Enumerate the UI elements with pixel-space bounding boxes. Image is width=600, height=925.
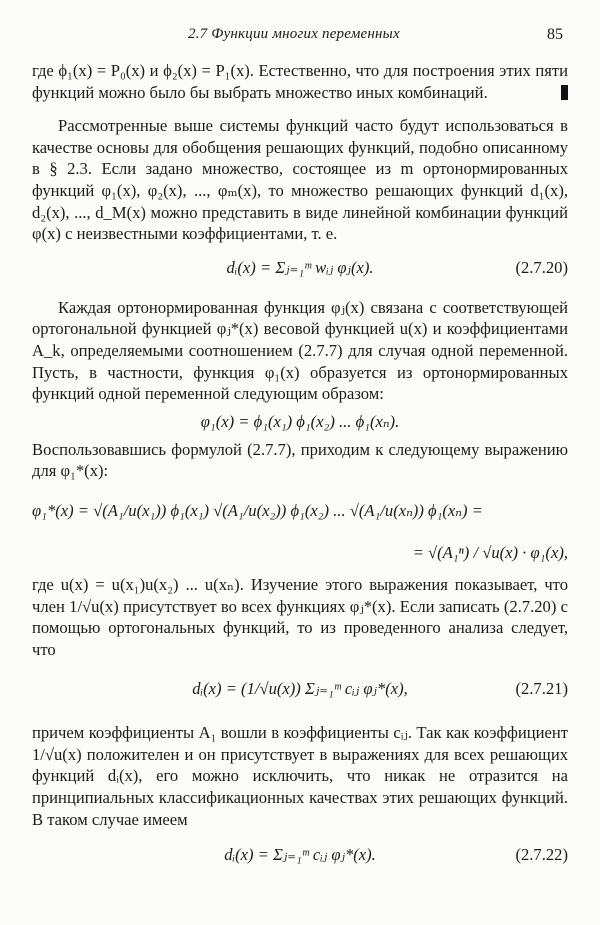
paragraph-4: Воспользовавшись формулой (2.7.7), приходим к следующему выражению для φ₁*(x):: [32, 439, 568, 481]
equation-phi1-star: [32, 482, 568, 574]
equation-2-7-21: [32, 660, 568, 722]
equation-number: (2.7.20): [515, 257, 568, 277]
paragraph-1-text: где ϕ₁(x) = P₀(x) и ϕ₂(x) = P₁(x). Естественно, что для построения этих пяти функций можно было бы выбрать множество иных комбинаций.: [32, 61, 568, 102]
equation-number: (2.7.21): [515, 679, 568, 699]
paragraph-1: [32, 60, 568, 103]
equation-2-7-20: [32, 245, 568, 297]
paragraph-2: Рассмотренные выше системы функций часто будут использоваться в качестве основы для обобщения решающих функций, подобно описанному в § 2.3. Если задано множество, состоящее из m ортонормированных функций φ₁(x), φ₂(x), ..., φₘ(x), то множество решающих функций d₁(x), d₂(x), ..., d_M(x) можно представить в виде линейной комбинации функций φ(x) с неизвестными коэффициентами, т. е.: [32, 116, 568, 244]
equation-phi1: φ₁(x) = ϕ₁(x₁) ϕ₁(x₂) ... ϕ₁(xₙ).: [200, 411, 400, 431]
equation-body: dᵢ(x) = (1/√u(x)) Σⱼ₌₁ᵐ cᵢⱼ φⱼ*(x),: [192, 679, 408, 699]
page-number: 85: [547, 26, 563, 43]
equation-body: dᵢ(x) = Σⱼ₌₁ᵐ wᵢⱼ φⱼ(x).: [226, 257, 374, 277]
equation-2-7-22: [32, 830, 568, 878]
end-of-proof-mark: [561, 85, 568, 100]
equation-line-1: φ₁*(x) = √(A₁/u(x₁)) ϕ₁(x₁) √(A₁/u(x₂)) ϕ₁(x₂) ... √(A₁/u(xₙ)) ϕ₁(xₙ) =: [32, 500, 483, 520]
paragraph-6: причем коэффициенты A₁ вошли в коэффициенты cᵢⱼ. Так как коэффициент 1/√u(x) положителен и он присутствует в выражениях для всех решающих функций dᵢ(x), его можно исключить, что никак не отразится на принципиальных классификационных качествах этих решающих функций. В таком случае имеем: [32, 723, 568, 829]
paragraph-5: где u(x) = u(x₁)u(x₂) ... u(xₙ). Изучение этого выражения показывает, что член 1/√u(x) присутствует во всех функциях φⱼ*(x). Если записать (2.7.20) с помощью ортогональных функций, то из проведенного анализа следует, что: [32, 574, 568, 659]
paragraph-3: Каждая ортонормированная функция φⱼ(x) связана с соответствующей ортогональной функцией φⱼ*(x) весовой функцией u(x) и коэффициентами A_k, определяемыми соотношением (2.7.7) для случая одной переменной. Пусть, в частности, функция φ₁(x) образуется из ортонормированных функций одной переменной следующим образом:: [32, 297, 568, 404]
equation-number: (2.7.22): [515, 845, 568, 865]
page-header: [0, 26, 600, 48]
equation-line-2: = √(A₁ⁿ) / √u(x) · φ₁(x),: [412, 542, 568, 562]
equation-body: dᵢ(x) = Σⱼ₌₁ᵐ cᵢⱼ φⱼ*(x).: [224, 845, 376, 865]
page-body: [32, 60, 568, 878]
running-head: 2.7 Функции многих переменных: [188, 26, 400, 42]
